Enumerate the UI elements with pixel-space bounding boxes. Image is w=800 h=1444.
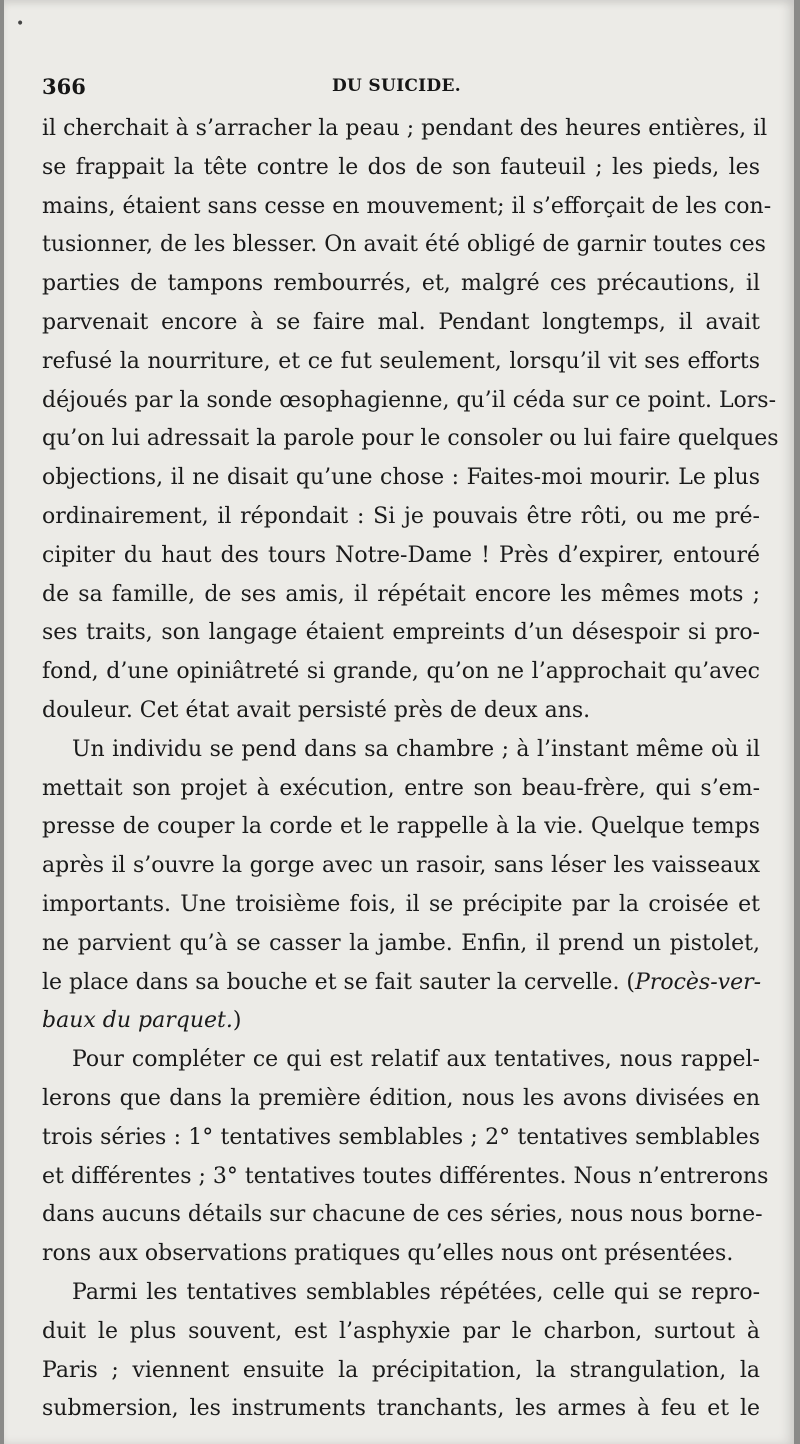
text-line: déjoués par la sonde œsophagienne, qu’il céda sur ce point. Lors- bbox=[42, 387, 777, 413]
text-line: refusé la nourriture, et ce fut seulement, lorsqu’il vit ses efforts bbox=[42, 348, 760, 374]
text-line: Pour compléter ce qui est relatif aux tentatives, nous rappel- bbox=[72, 1047, 760, 1073]
citation-italic: baux du parquet. bbox=[42, 1008, 233, 1034]
running-title: DU SUICIDE. bbox=[332, 76, 461, 96]
page-body bbox=[42, 110, 779, 1429]
running-head bbox=[42, 74, 762, 104]
text-line: de sa famille, de ses amis, il répétait encore les mêmes mots ; bbox=[42, 581, 760, 607]
text-line: lerons que dans la première édition, nous les avons divisées en bbox=[42, 1085, 760, 1111]
text-line: baux du parquet.) bbox=[42, 1008, 242, 1034]
text-line: il cherchait à s’arracher la peau ; pendant des heures entières, il bbox=[42, 116, 768, 141]
text-line: se frappait la tête contre le dos de son fauteuil ; les pieds, les bbox=[42, 154, 760, 180]
paragraph bbox=[42, 1041, 769, 1274]
text-line: fond, d’une opiniâtreté si grande, qu’on ne l’approchait qu’avec bbox=[42, 659, 760, 685]
text-line: parvenait encore à se faire mal. Pendant longtemps, il avait bbox=[42, 309, 760, 335]
paragraph bbox=[42, 731, 760, 1041]
text-line: mettait son projet à exécution, entre son beau-frère, qui s’em- bbox=[42, 775, 760, 801]
text-line: ne parvient qu’à se casser la jambe. Enfin, il prend un pistolet, bbox=[42, 930, 760, 956]
text-line: ses traits, son langage étaient empreints d’un désespoir si pro- bbox=[42, 620, 760, 646]
text-line: presse de couper la corde et le rappelle à la vie. Quelque temps bbox=[42, 814, 760, 840]
text-line: après il s’ouvre la gorge avec un rasoir, sans léser les vaisseaux bbox=[42, 853, 760, 879]
text-line: importants. Une troisième fois, il se précipite par la croisée et bbox=[42, 891, 760, 917]
text-line: ordinairement, il répondait : Si je pouvais être rôti, ou me pré- bbox=[42, 503, 760, 529]
book-page bbox=[4, 0, 794, 1444]
text-line: parties de tampons rembourrés, et, malgré ces précautions, il bbox=[42, 271, 760, 297]
page-number: 366 bbox=[42, 74, 86, 99]
text-line: dans aucuns détails sur chacune de ces séries, nous nous borne- bbox=[42, 1202, 763, 1228]
citation-italic: Procès-ver- bbox=[635, 969, 762, 995]
paragraph bbox=[42, 1274, 760, 1429]
text-line: Parmi les tentatives semblables répétées, celle qui se repro- bbox=[72, 1279, 760, 1305]
text-line bbox=[42, 964, 760, 1003]
text-line: submersion, les instruments tranchants, les armes à feu et le bbox=[42, 1396, 760, 1422]
text-line: objections, il ne disait qu’une chose : Faites-moi mourir. Le plus bbox=[42, 465, 760, 491]
text-line: duit le plus souvent, est l’asphyxie par le charbon, surtout à bbox=[42, 1318, 760, 1344]
paragraph bbox=[42, 110, 779, 731]
text-line: tusionner, de les blesser. On avait été obligé de garnir toutes ces bbox=[42, 232, 766, 258]
text-line: rons aux observations pratiques qu’elles nous ont présentées. bbox=[42, 1241, 734, 1267]
text-line: trois séries : 1° tentatives semblables ; 2° tentatives semblables bbox=[42, 1124, 760, 1150]
ink-speck: • bbox=[16, 16, 25, 32]
text-line: et différentes ; 3° tentatives toutes différentes. Nous n’entrerons bbox=[42, 1163, 769, 1189]
text-line: mains, étaient sans cesse en mouvement; il s’efforçait de les con- bbox=[42, 193, 772, 219]
text-line: douleur. Cet état avait persisté près de deux ans. bbox=[42, 697, 591, 723]
text-fragment: le place dans sa bouche et se fait sauter la cervelle. ( bbox=[42, 969, 636, 995]
text-line: cipiter du haut des tours Notre-Dame ! Près d’expirer, entouré bbox=[42, 542, 760, 568]
text-line: Paris ; viennent ensuite la précipitation, la strangulation, la bbox=[42, 1357, 760, 1383]
text-line: qu’on lui adressait la parole pour le consoler ou lui faire quelques bbox=[42, 426, 779, 452]
text-line: Un individu se pend dans sa chambre ; à l’instant même où il bbox=[72, 736, 760, 762]
